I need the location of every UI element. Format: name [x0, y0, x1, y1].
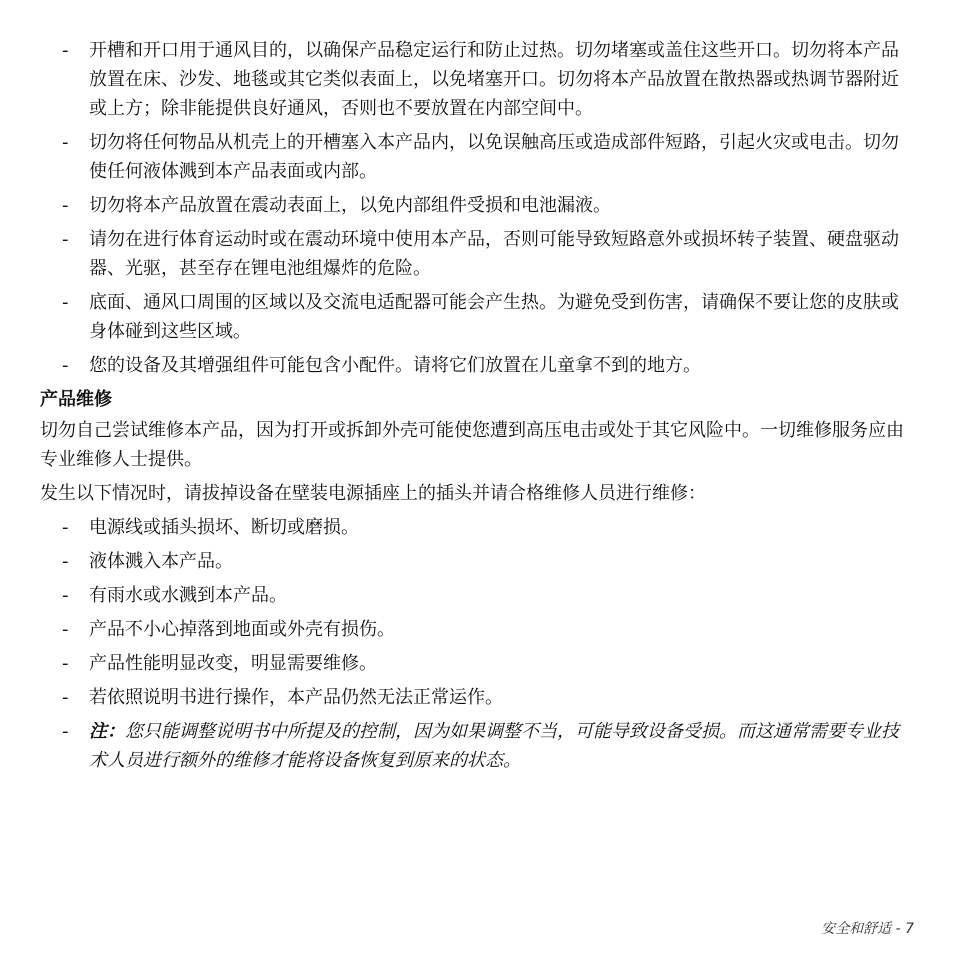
note-label: 注：: [89, 721, 125, 742]
list-item-text: 切勿将本产品放置在震动表面上，以免内部组件受损和电池漏液。: [89, 195, 611, 216]
section-heading: 产品维修: [40, 389, 112, 410]
section-paragraph: 切勿自己尝试维修本产品，因为打开或拆卸外壳可能使您遭到高压电击或处于其它风险中。一切维修服务应由专业维修人士提供。: [40, 420, 904, 470]
list-item: [40, 191, 916, 220]
bullet-dash: -: [62, 229, 69, 250]
list-item-text: 液体溅入本产品。: [89, 551, 233, 572]
list-item-text: 切勿将任何物品从机壳上的开槽塞入本产品内，以免误触高压或造成部件短路，引起火灾或电击。切勿使任何液体溅到本产品表面或内部。: [89, 132, 899, 182]
bullet-dash: -: [62, 619, 69, 640]
page-content: [40, 36, 916, 780]
list-item: [40, 547, 916, 576]
bullet-dash: -: [62, 355, 69, 376]
list-item: [40, 351, 916, 380]
list-item-text: 若依照说明书进行操作，本产品仍然无法正常运作。: [89, 687, 503, 708]
list-item-text: 电源线或插头损坏、断切或磨损。: [89, 517, 359, 538]
list-item: [40, 683, 916, 712]
page-footer: 安全和舒适 - 7: [821, 921, 914, 937]
list-item-text: 产品性能明显改变，明显需要维修。: [89, 653, 377, 674]
section-paragraph: 发生以下情况时，请拔掉设备在壁装电源插座上的插头并请合格维修人员进行维修：: [40, 483, 706, 504]
list-item-text: 产品不小心掉落到地面或外壳有损伤。: [89, 619, 395, 640]
bullet-dash: -: [62, 132, 69, 153]
bullet-dash: -: [62, 687, 69, 708]
list-item-text: 底面、通风口周围的区域以及交流电适配器可能会产生热。为避免受到伤害，请确保不要让您的皮肤或身体碰到这些区域。: [89, 292, 899, 342]
list-item: [40, 649, 916, 678]
list-item: [40, 615, 916, 644]
list-item: [40, 225, 916, 283]
list-item: [40, 513, 916, 542]
list-item-text: 有雨水或水溅到本产品。: [89, 585, 287, 606]
bullet-dash: -: [62, 721, 69, 742]
list-item-text: 开槽和开口用于通风目的，以确保产品稳定运行和防止过热。切勿堵塞或盖住这些开口。切勿将本产品放置在床、沙发、地毯或其它类似表面上，以免堵塞开口。切勿将本产品放置在散热器或热调节器附近或上方；除非能提供良好通风，否则也不要放置在内部空间中。: [89, 40, 899, 119]
list-item-text: 您的设备及其增强组件可能包含小配件。请将它们放置在儿童拿不到的地方。: [89, 355, 701, 376]
safety-list: [40, 36, 916, 380]
service-conditions-list: [40, 513, 916, 775]
list-item: [40, 288, 916, 346]
bullet-dash: -: [62, 195, 69, 216]
bullet-dash: -: [62, 551, 69, 572]
list-item: [40, 581, 916, 610]
list-item-text: 请勿在进行体育运动时或在震动环境中使用本产品，否则可能导致短路意外或损坏转子装置、硬盘驱动器、光驱，甚至存在锂电池组爆炸的危险。: [89, 229, 899, 279]
bullet-dash: -: [62, 585, 69, 606]
note-item: [40, 717, 916, 775]
note-text: 您只能调整说明书中所提及的控制，因为如果调整不当，可能导致设备受损。而这通常需要专业技术人员进行额外的维修才能将设备恢复到原来的状态。: [89, 721, 899, 771]
bullet-dash: -: [62, 517, 69, 538]
list-item: [40, 36, 916, 123]
list-item: [40, 128, 916, 186]
bullet-dash: -: [62, 292, 69, 313]
bullet-dash: -: [62, 653, 69, 674]
bullet-dash: -: [62, 40, 69, 61]
